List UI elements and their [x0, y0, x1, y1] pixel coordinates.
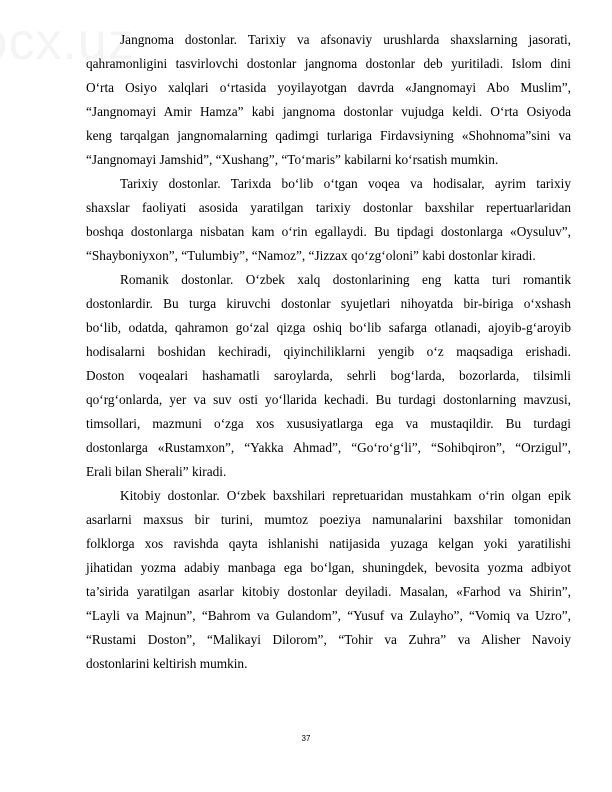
text-line: jihatidan yozma adabiy manbaga ega bo‘lgan, shuningdek, bevosita yozma adbiyot	[86, 560, 571, 575]
text-line: dostonlarga «Rustamxon”, “Yakka Ahmad”, “Go‘ro‘g‘li”, “Sohibqiron”, “Orzigul”,	[86, 440, 571, 455]
text-line: bo‘lib, odatda, qahramon go‘zal qizga oshiq bo‘lib safarga otlanadi, ajoyib-g‘aroyib	[86, 320, 571, 335]
text-line: folklorga xos ravishda qayta ishlanishi natijasida yuzaga kelgan yoki yaratilishi	[86, 536, 571, 551]
paragraph	[86, 28, 571, 172]
text-line: “Shayboniyxon”, “Tulumbiy”, “Namoz”, “Jizzax qo‘zg‘oloni” kabi dostonlar kiradi.	[86, 248, 536, 263]
text-line: “Layli va Majnun”, “Bahrom va Gulandom”, “Yusuf va Zulayho”, “Vomiq va Uzro”,	[86, 608, 571, 623]
document-body	[86, 28, 571, 676]
text-line: “Jangnomayi Amir Hamza” kabi jangnoma dostonlar vujudga keldi. O‘rta Osiyoda	[86, 104, 571, 119]
paragraph	[86, 268, 571, 484]
text-line: Romanik dostonlar. O‘zbek xalq dostonlarining eng katta turi romantik	[120, 272, 571, 287]
text-line: Kitobiy dostonlar. O‘zbek baxshilari repretuaridan mustahkam o‘rin olgan epik	[120, 488, 571, 503]
text-line: qo‘rg‘onlarda, yer va suv osti yo‘llarida kechadi. Bu turdagi dostonlarning mavzusi,	[86, 392, 571, 407]
text-line: keng tarqalgan jangnomalarning qadimgi turlariga Firdavsiyning «Shohnoma”sini va	[86, 128, 571, 143]
text-line: shaxslar faoliyati asosida yaratilgan tarixiy dostonlar baxshilar repertuarlaridan	[86, 200, 571, 215]
text-line: Tarixiy dostonlar. Tarixda bo‘lib o‘tgan voqea va hodisalar, ayrim tarixiy	[120, 176, 571, 191]
text-line: Doston voqealari hashamatli saroylarda, sehrli bog‘larda, bozorlarda, tilsimli	[86, 368, 571, 383]
text-line: ta’sirida yaratilgan asarlar kitobiy dostonlar deyiladi. Masalan, «Farhod va Shirin”,	[86, 584, 571, 599]
text-line: qahramonligini tasvirlovchi dostonlar jangnoma dostonlar deb yuritiladi. Islom dini	[86, 56, 571, 71]
text-line: dostonlarini keltirish mumkin.	[86, 656, 248, 671]
text-line: boshqa dostonlarga nisbatan kam o‘rin egallaydi. Bu tipdagi dostonlarga «Oysuluv”,	[86, 224, 571, 239]
page-number: 37	[301, 734, 311, 743]
text-line: “Jangnomayi Jamshid”, “Xushang”, “To‘maris” kabilarni ko‘rsatish mumkin.	[86, 152, 499, 167]
text-line: Erali bilan Sherali” kiradi.	[86, 464, 227, 479]
paragraph	[86, 484, 571, 676]
text-line: Jangnoma dostonlar. Tarixiy va afsonaviy urushlarda shaxslarning jasorati,	[120, 32, 571, 47]
text-line: timsollari, mazmuni o‘zga xos xususiyatlarga ega va mustaqildir. Bu turdagi	[86, 416, 571, 431]
text-line: “Rustami Doston”, “Malikayi Dilorom”, “Tohir va Zuhra” va Alisher Navoiy	[86, 632, 571, 647]
text-line: O‘rta Osiyo xalqlari o‘rtasida yoyilayotgan davrda «Jangnomayi Abo Muslim”,	[86, 80, 571, 95]
text-line: dostonlardir. Bu turga kiruvchi dostonlar syujetlari nihoyatda bir-biriga o‘xshash	[86, 296, 571, 311]
text-line: asarlarni maxsus bir turini, mumtoz poeziya namunalarini baxshilar tomonidan	[86, 512, 571, 527]
text-line: hodisalarni boshidan kechiradi, qiyinchiliklarni yengib o‘z maqsadiga erishadi.	[86, 344, 571, 359]
paragraph	[86, 172, 571, 268]
